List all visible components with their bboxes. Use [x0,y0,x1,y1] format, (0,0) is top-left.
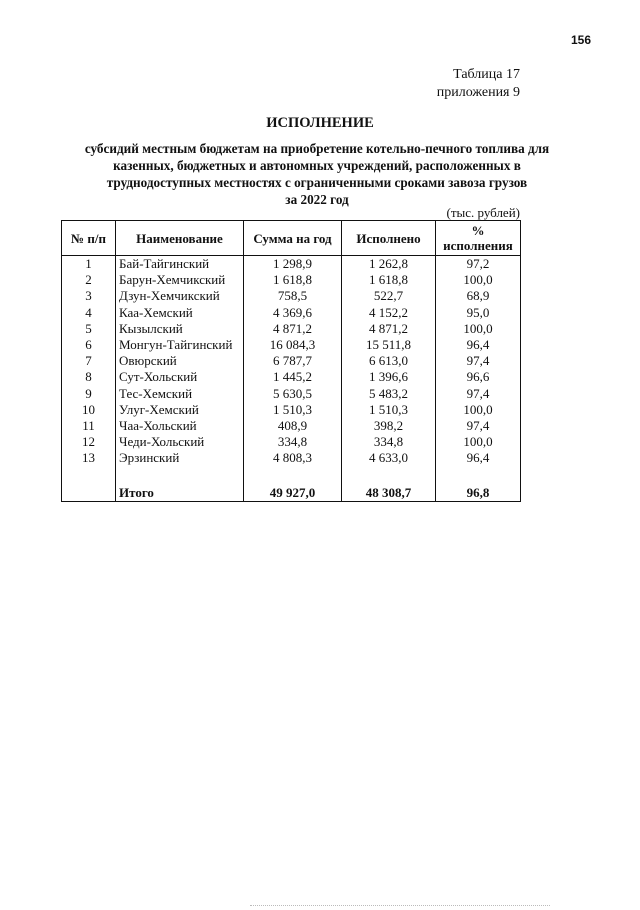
cell-name: Сут-Хольский [116,369,244,385]
cell-name: Кызылский [116,321,244,337]
total-row [62,485,521,502]
document-subtitle [52,140,582,208]
table-body [62,256,521,502]
header-percent-line2: исполнения [443,238,513,253]
table-row [62,450,521,466]
table-header [62,221,521,256]
table-row [62,434,521,450]
cell-executed: 4 871,2 [342,321,436,337]
cell-amount: 16 084,3 [244,337,342,353]
table-row [62,272,521,288]
subtitle-line3: труднодоступных местностях с ограниченными сроками завоза грузов [106,175,528,190]
cell-num: 6 [62,337,116,353]
subtitle-line1: субсидий местным бюджетам на приобретение котельно-печного топлива для [84,141,550,156]
cell-percent: 100,0 [436,434,521,450]
cell-percent: 100,0 [436,321,521,337]
cell-executed: 1 510,3 [342,402,436,418]
cell-num: 2 [62,272,116,288]
header-num: № п/п [62,221,116,256]
cell-executed: 522,7 [342,288,436,304]
cell-amount: 1 445,2 [244,369,342,385]
cell-name: Эрзинский [116,450,244,466]
header-amount: Сумма на год [244,221,342,256]
cell-percent: 95,0 [436,305,521,321]
table-row [62,288,521,304]
total-percent: 96,8 [436,485,521,502]
cell-name: Дзун-Хемчикский [116,288,244,304]
cell-amount: 4 808,3 [244,450,342,466]
cell-amount: 1 510,3 [244,402,342,418]
cell-percent: 97,4 [436,353,521,369]
cell-amount: 1 618,8 [244,272,342,288]
cell-amount: 5 630,5 [244,386,342,402]
cell-executed: 5 483,2 [342,386,436,402]
cell-num: 12 [62,434,116,450]
cell-name: Чаа-Хольский [116,418,244,434]
header-percent [436,221,521,256]
cell-num: 1 [62,256,116,273]
cell-percent: 97,2 [436,256,521,273]
table-row [62,402,521,418]
scan-edge-line [250,905,550,906]
table-row [62,256,521,273]
total-executed: 48 308,7 [342,485,436,502]
cell-name: Овюрский [116,353,244,369]
table-row [62,321,521,337]
cell-num: 3 [62,288,116,304]
cell-executed: 1 618,8 [342,272,436,288]
total-amount: 49 927,0 [244,485,342,502]
cell-executed: 15 511,8 [342,337,436,353]
cell-percent: 68,9 [436,288,521,304]
subtitle-line2: казенных, бюджетных и автономных учреждений, расположенных в [113,158,521,173]
cell-num: 13 [62,450,116,466]
header-row [62,221,521,256]
units-note: (тыс. рублей) [446,205,520,220]
cell-num: 11 [62,418,116,434]
cell-amount: 4 369,6 [244,305,342,321]
cell-amount: 4 871,2 [244,321,342,337]
cell-amount: 758,5 [244,288,342,304]
cell-executed: 334,8 [342,434,436,450]
header-name: Наименование [116,221,244,256]
cell-executed: 1 396,6 [342,369,436,385]
cell-percent: 96,4 [436,450,521,466]
cell-amount: 1 298,9 [244,256,342,273]
cell-name: Бай-Тайгинский [116,256,244,273]
cell-num: 7 [62,353,116,369]
table-row [62,386,521,402]
cell-amount: 408,9 [244,418,342,434]
table-row [62,337,521,353]
cell-percent: 96,6 [436,369,521,385]
table-row [62,305,521,321]
cell-num: 4 [62,305,116,321]
cell-num: 9 [62,386,116,402]
execution-table [61,220,521,502]
cell-num: 5 [62,321,116,337]
cell-executed: 4 633,0 [342,450,436,466]
header-percent-line1: % [471,223,485,238]
table-row [62,369,521,385]
cell-num: 8 [62,369,116,385]
cell-name: Улуг-Хемский [116,402,244,418]
cell-percent: 100,0 [436,272,521,288]
table-row [62,418,521,434]
table-reference-line2: приложения 9 [436,85,520,100]
cell-amount: 6 787,7 [244,353,342,369]
cell-name: Каа-Хемский [116,305,244,321]
table-reference [437,66,520,102]
cell-percent: 100,0 [436,402,521,418]
cell-amount: 334,8 [244,434,342,450]
cell-executed: 4 152,2 [342,305,436,321]
table-reference-line1: Таблица 17 [453,67,520,82]
page-number: 156 [571,33,592,47]
document-heading: ИСПОЛНЕНИЕ [266,115,374,131]
cell-percent: 97,4 [436,386,521,402]
cell-executed: 398,2 [342,418,436,434]
total-num-cell [62,485,116,502]
cell-executed: 1 262,8 [342,256,436,273]
cell-percent: 96,4 [436,337,521,353]
total-label: Итого [116,485,244,502]
table-row [62,353,521,369]
cell-name: Чеди-Хольский [116,434,244,450]
cell-percent: 97,4 [436,418,521,434]
header-executed: Исполнено [342,221,436,256]
cell-executed: 6 613,0 [342,353,436,369]
cell-num: 10 [62,402,116,418]
cell-name: Тес-Хемский [116,386,244,402]
cell-name: Монгун-Тайгинский [116,337,244,353]
cell-name: Барун-Хемчикский [116,272,244,288]
subtitle-line4: за 2022 год [285,192,349,207]
spacer-row [62,467,521,485]
